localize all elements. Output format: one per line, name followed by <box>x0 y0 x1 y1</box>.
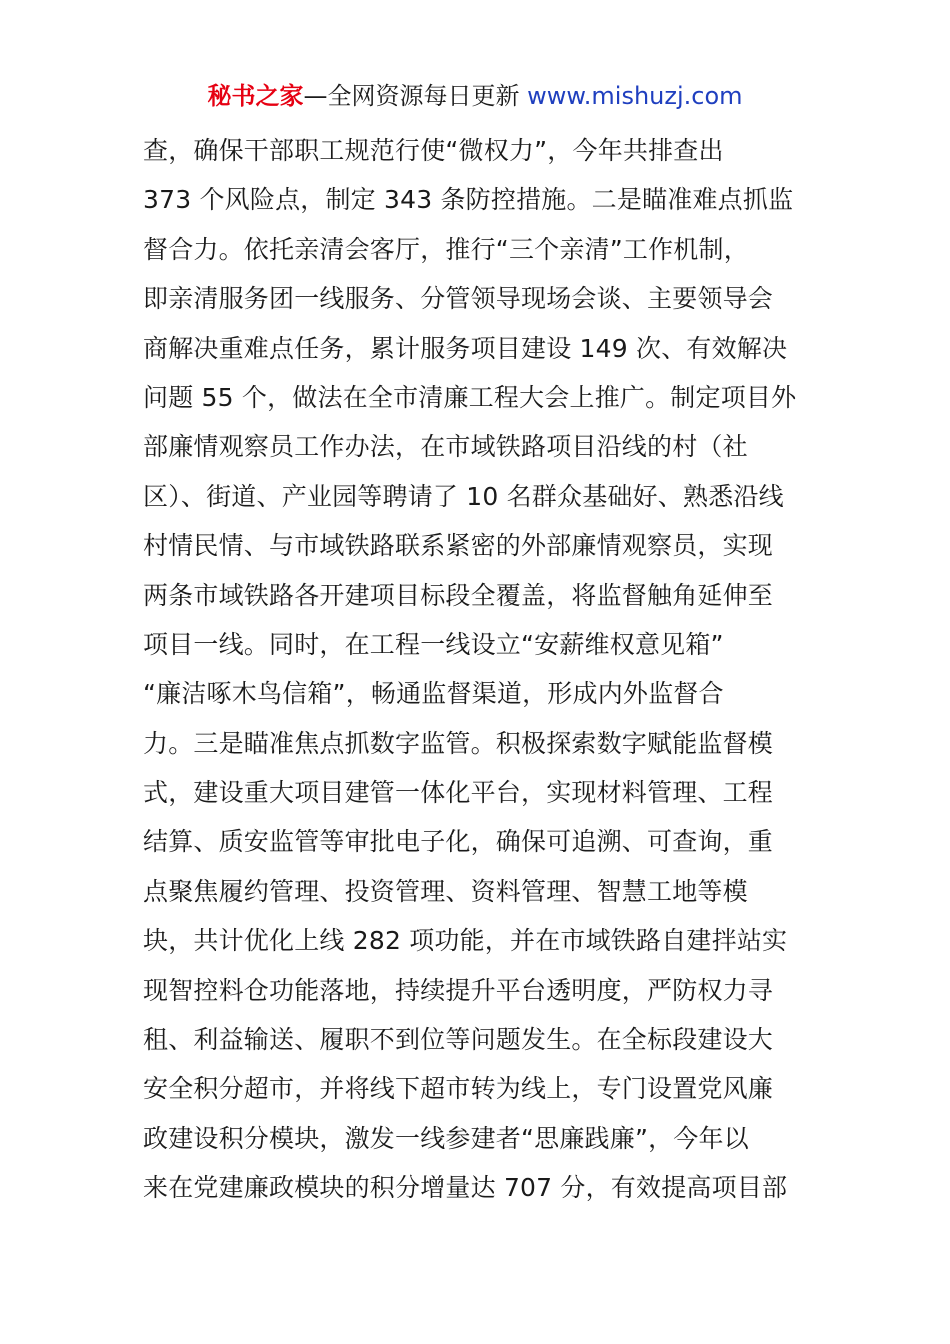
text-line: 即亲清服务团一线服务、分管领导现场会谈、主要领导会 <box>143 284 774 314</box>
site-header <box>0 80 950 112</box>
text-line: 租、利益输送、履职不到位等问题发生。在全标段建设大 <box>143 1025 774 1055</box>
text-line: 区）、街道、产业园等聘请了 10 名群众基础好、熟悉沿线 <box>143 481 784 511</box>
text-line: “廉洁啄木鸟信箱”，畅通监督渠道，形成内外监督合 <box>143 679 724 709</box>
text-line: 查，确保干部职工规范行使“微权力”，今年共排查出 <box>143 136 724 165</box>
site-url[interactable]: www.mishuzj.com <box>527 82 743 110</box>
text-line: 来在党建廉政模块的积分增量达 707 分，有效提高项目部 <box>143 1173 788 1203</box>
document-body <box>143 126 813 1213</box>
text-line: 力。三是瞄准焦点抓数字监管。积极探索数字赋能监督模 <box>143 728 774 758</box>
text-line: 问题 55 个，做法在全市清廉工程大会上推广。制定项目外 <box>143 382 797 412</box>
text-line: 块，共计优化上线 282 项功能，并在市域铁路自建拌站实 <box>143 926 788 956</box>
text-line: 点聚焦履约管理、投资管理、资料管理、智慧工地等模 <box>143 876 748 906</box>
text-line: 373 个风险点，制定 343 条防控措施。二是瞄准难点抓监 <box>143 185 794 215</box>
site-tagline: —全网资源每日更新 <box>303 82 528 110</box>
text-line: 商解决重难点任务，累计服务项目建设 149 次、有效解决 <box>143 333 788 363</box>
text-line: 安全积分超市，并将线下超市转为线上，专门设置党风廉 <box>143 1074 774 1104</box>
text-line: 项目一线。同时，在工程一线设立“安薪维权意见箱” <box>143 629 724 659</box>
text-line: 督合力。依托亲清会客厅，推行“三个亲清”工作机制， <box>143 234 749 264</box>
text-line: 部廉情观察员工作办法，在市域铁路项目沿线的村（社 <box>143 432 748 462</box>
text-line: 村情民情、与市域铁路联系紧密的外部廉情观察员，实现 <box>143 531 774 561</box>
text-line: 两条市域铁路各开建项目标段全覆盖，将监督触角延伸至 <box>143 580 774 610</box>
text-line: 政建设积分模块，激发一线参建者“思廉践廉”，今年以 <box>143 1123 749 1153</box>
text-line: 式，建设重大项目建管一体化平台，实现材料管理、工程 <box>143 778 774 808</box>
text-line: 现智控料仓功能落地，持续提升平台透明度，严防权力寻 <box>143 975 774 1005</box>
site-brand: 秘书之家 <box>207 82 304 110</box>
text-line: 结算、质安监管等审批电子化，确保可追溯、可查询，重 <box>143 827 774 857</box>
